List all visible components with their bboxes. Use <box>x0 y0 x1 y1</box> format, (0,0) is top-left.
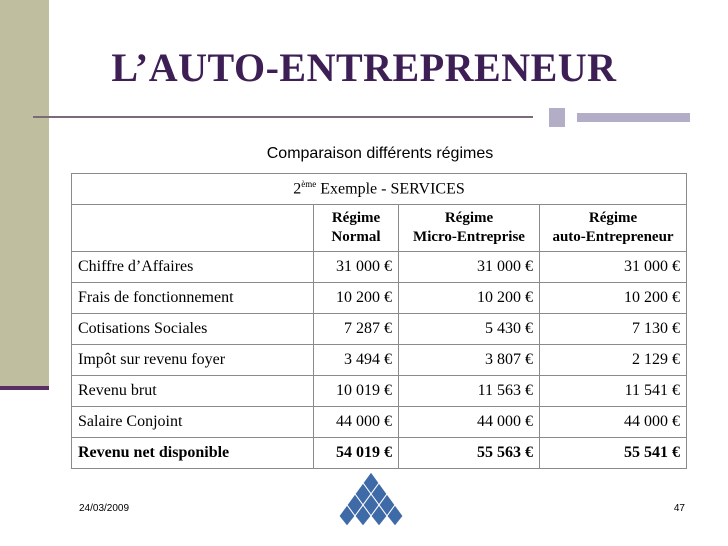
column-header-line: Micro-Entreprise <box>413 229 525 245</box>
page-number: 47 <box>673 503 685 514</box>
cell-auto: 55 541 € <box>540 438 687 469</box>
cell-normal: 3 494 € <box>314 345 399 376</box>
row-label: Impôt sur revenu foyer <box>72 345 314 376</box>
table-row <box>72 345 687 376</box>
column-header-normal <box>314 205 399 252</box>
row-label: Frais de fonctionnement <box>72 283 314 314</box>
cell-micro: 3 807 € <box>399 345 540 376</box>
cell-auto: 11 541 € <box>540 376 687 407</box>
title-rule <box>33 116 533 118</box>
cell-normal: 10 019 € <box>314 376 399 407</box>
cell-normal: 31 000 € <box>314 252 399 283</box>
table-row <box>72 407 687 438</box>
cell-auto: 44 000 € <box>540 407 687 438</box>
column-header-line: Régime <box>331 210 381 226</box>
example-number: 2 <box>293 180 302 198</box>
example-superscript: ème <box>301 179 317 190</box>
table-row <box>72 283 687 314</box>
cell-micro: 31 000 € <box>399 252 540 283</box>
row-label: Chiffre d’Affaires <box>72 252 314 283</box>
example-text: Exemple - SERVICES <box>316 180 465 198</box>
left-decor-accent <box>0 386 49 390</box>
cell-micro: 44 000 € <box>399 407 540 438</box>
table-row-total <box>72 438 687 469</box>
cell-normal: 10 200 € <box>314 283 399 314</box>
cell-auto: 2 129 € <box>540 345 687 376</box>
column-header-auto <box>540 205 687 252</box>
cell-micro: 11 563 € <box>399 376 540 407</box>
table-caption: Comparaison différents régimes <box>266 145 494 162</box>
column-header-line: Régime <box>588 210 638 226</box>
cell-auto: 7 130 € <box>540 314 687 345</box>
table-row <box>72 314 687 345</box>
column-header-line: auto-Entrepreneur <box>552 229 674 245</box>
cell-normal: 44 000 € <box>314 407 399 438</box>
cell-micro: 10 200 € <box>399 283 540 314</box>
table-top-row <box>72 174 687 205</box>
row-label: Salaire Conjoint <box>72 407 314 438</box>
column-header-line: Normal <box>331 229 381 245</box>
cell-auto: 31 000 € <box>540 252 687 283</box>
column-header-micro <box>399 205 540 252</box>
pyramid-logo-icon <box>334 470 408 528</box>
cell-micro: 55 563 € <box>399 438 540 469</box>
table-row <box>72 376 687 407</box>
slide-date: 24/03/2009 <box>79 503 130 514</box>
cell-normal: 7 287 € <box>314 314 399 345</box>
rule-decor-bar <box>577 113 690 122</box>
example-heading <box>72 174 687 205</box>
table-row <box>72 252 687 283</box>
column-header-line: Régime <box>444 210 494 226</box>
row-label: Revenu net disponible <box>72 438 314 469</box>
header-empty-cell <box>72 205 314 252</box>
rule-decor-square <box>549 108 565 127</box>
row-label: Cotisations Sociales <box>72 314 314 345</box>
cell-auto: 10 200 € <box>540 283 687 314</box>
comparison-table <box>71 173 687 469</box>
slide-title: L’AUTO-ENTREPRENEUR <box>111 45 617 90</box>
row-label: Revenu brut <box>72 376 314 407</box>
table-header-row <box>72 205 687 252</box>
cell-normal: 54 019 € <box>314 438 399 469</box>
cell-micro: 5 430 € <box>399 314 540 345</box>
